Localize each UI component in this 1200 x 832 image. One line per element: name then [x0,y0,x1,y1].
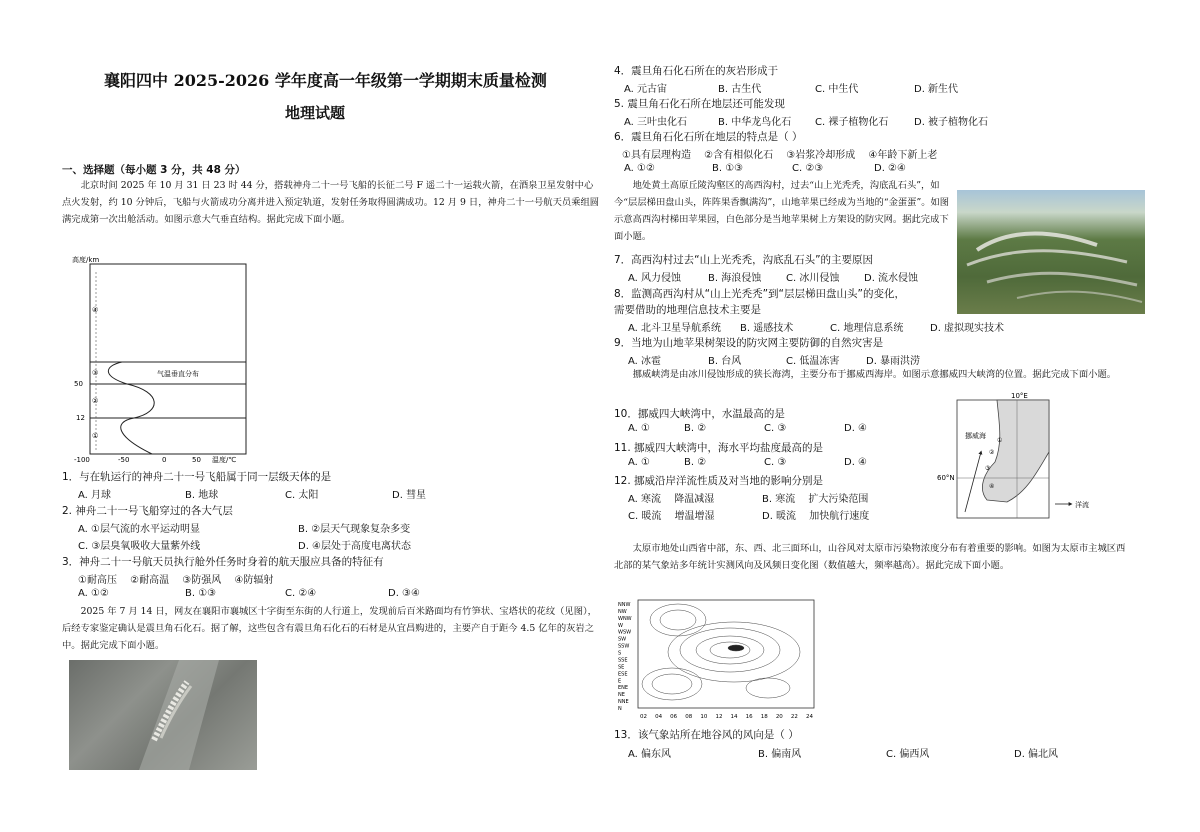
q12-options-row2 [612,507,932,521]
q12-option-d[interactable]: D. 暖流 加快航行速度 [762,511,870,522]
q4-option-a[interactable]: A. 元古宙 [624,84,668,95]
wind-ylabel-sse: SSE [618,657,628,664]
wind-xlabel-02: 02 [640,714,647,720]
q2-option-b[interactable]: B. ②层天气现象复杂多变 [298,524,411,535]
q8-options [612,319,1140,333]
q2-option-d[interactable]: D. ④层处于高度电离状态 [298,541,412,552]
q3-items: ①耐高压 ②耐高温 ③防强风 ④防辐射 [78,575,274,586]
q3-stem: 3．神舟二十一号航天员执行舱外任务时身着的航天服应具备的特征有 [62,556,384,568]
q4-options [612,80,1140,94]
sea-label: 挪威海 [965,432,986,440]
wind-xlabel-24: 24 [806,714,813,720]
q5-options [612,113,1140,127]
q5-option-b[interactable]: B. 中华龙鸟化石 [718,117,792,128]
q9-option-c[interactable]: C. 低温冻害 [786,356,840,367]
q10-option-d[interactable]: D. ④ [844,423,868,434]
q2-stem: 2. 神舟二十一号飞船穿过的各大气层 [62,505,233,517]
wind-xlabel-20: 20 [775,714,783,720]
wind-xlabel-22: 22 [790,714,798,720]
wind-x-labels [640,714,813,720]
q6-option-d[interactable]: D. ②④ [874,163,906,174]
q7-option-c[interactable]: C. 冰川侵蚀 [786,273,840,284]
q1-option-c[interactable]: C. 太阳 [285,490,319,501]
q7-option-b[interactable]: B. 海浪侵蚀 [708,273,762,284]
wind-xlabel-06: 06 [670,714,678,720]
q6-option-a[interactable]: A. ①② [624,163,655,174]
wind-xlabel-16: 16 [745,714,753,720]
q8-option-a[interactable]: A. 北斗卫星导航系统 [628,323,722,334]
wind-frequency-chart [618,598,818,722]
wind-ylabel-e: E [618,678,622,685]
q2-options-row1 [60,520,605,534]
q3-option-b[interactable]: B. ①③ [185,588,217,599]
q12-options-row1 [612,490,932,504]
q8-stem-line1: 8．监测高西沟村从“山上光秃秃”到“层层梯田盘山头”的变化， [614,288,905,300]
wind-ylabel-w: W [618,622,623,629]
fjord-2-label: ② [989,449,995,456]
xtick-50: 50 [192,456,201,464]
q9-option-a[interactable]: A. 冰雹 [628,356,662,367]
q3-option-c[interactable]: C. ②④ [285,588,317,599]
q4-stem: 4．震旦角石化石所在的灰岩形成于 [614,65,779,77]
xtick-0: 0 [162,456,167,464]
layer-4-label: ④ [92,306,99,314]
q1-options [60,486,605,500]
fjord-4-label: ④ [989,483,995,490]
q4-option-b[interactable]: B. 古生代 [718,84,762,95]
curve-label: 气温垂直分布 [157,370,199,378]
intro-paragraph-5: 太原市地处山西省中部，东、西、北三面环山，山谷风对太原市污染物浓度分布有着重要的影响。如图为太原市主城区西北部的某气象站多年统计实测风向及风频日变化图（数值越大，频率越高）。据此完成下面小题。 [614,543,1126,571]
q11-stem: 11. 挪威四大峡湾中，海水平均盐度最高的是 [614,442,824,454]
q13-option-c[interactable]: C. 偏西风 [886,749,930,760]
layer-2-label: ② [92,397,99,405]
wind-xlabel-18: 18 [760,714,768,720]
q1-stem: 1．与在轨运行的神舟二十一号飞船属于同一层级天体的是 [62,471,332,483]
q10-stem: 10．挪威四大峡湾中，水温最高的是 [614,408,785,420]
q10-option-b[interactable]: B. ② [684,423,707,434]
wind-ylabel-ese: ESE [618,671,628,678]
q1-option-d[interactable]: D. 彗星 [392,490,427,501]
fossil-photo [69,660,257,770]
intro-paragraph-3: 地处黄土高原丘陵沟壑区的高西沟村，过去“山上光秃秃，沟底乱石头”，如今“层层梯田盘山头，阵阵果香飘满沟”，山地苹果已经成为当地的“金蛋蛋”。如图示意高西沟村梯田苹果园，白色部分是当地苹果树上方架设的防灾网。据此完成下面小题。 [614,180,950,242]
q13-options [612,745,1140,759]
q13-option-b[interactable]: B. 偏南风 [758,749,802,760]
norway-fjords-map [937,392,1117,522]
q4-option-d[interactable]: D. 新生代 [914,84,959,95]
q8-option-b[interactable]: B. 遥感技术 [740,323,794,334]
q7-option-d[interactable]: D. 流水侵蚀 [864,273,919,284]
q9-option-d[interactable]: D. 暴雨洪涝 [866,356,921,367]
wind-ylabel-nw: NW [618,608,627,615]
q9-stem: 9．当地为山地苹果树架设的防灾网主要防御的自然灾害是 [614,337,884,349]
q5-option-c[interactable]: C. 裸子植物化石 [815,117,889,128]
wind-xlabel-10: 10 [700,714,708,720]
page-title: 襄阳四中 2025-2026 学年度高一年级第一学期期末质量检测 [104,71,547,90]
lon-label: 10°E [1011,392,1028,400]
q12-option-b[interactable]: B. 寒流 扩大污染范围 [762,494,869,505]
q11-options [612,457,932,471]
q8-option-c[interactable]: C. 地理信息系统 [830,323,904,334]
wind-ylabel-wsw: WSW [618,629,632,636]
wind-ylabel-nne: NNE [618,699,629,706]
q12-option-c[interactable]: C. 暖流 增温增湿 [628,511,715,522]
q3-options [60,588,605,602]
xtick-neg50: -50 [118,456,130,464]
section-heading: 一、选择题（每小题 3 分，共 48 分） [62,164,246,176]
wind-ylabel-ssw: SSW [618,643,630,650]
intro-paragraph-4: 挪威峡湾是由冰川侵蚀形成的狭长海湾，主要分布于挪威西海岸。如图示意挪威四大峡湾的位置。据此完成下面小题。 [632,369,1117,380]
q9-options [612,352,1140,366]
q11-option-b[interactable]: B. ② [684,457,707,468]
q1-option-a[interactable]: A. 月球 [78,490,112,501]
q6-option-c[interactable]: C. ②③ [792,163,824,174]
current-legend: 洋流 [1075,501,1089,509]
q10-option-c[interactable]: C. ③ [764,423,787,434]
q9-option-b[interactable]: B. 台风 [708,356,742,367]
fjord-1-label: ① [997,437,1003,444]
wind-xlabel-12: 12 [715,714,723,720]
wind-ylabel-wnw: WNW [618,615,632,622]
atmosphere-structure-chart [62,252,262,464]
q4-option-c[interactable]: C. 中生代 [815,84,859,95]
wind-y-labels [618,602,632,712]
q2-option-a[interactable]: A. ①层气流的水平运动明显 [78,524,200,535]
wind-xlabel-08: 08 [685,714,693,720]
intro-paragraph-2: 2025 年 7 月 14 日，网友在襄阳市襄城区十字街至东街的人行道上，发现前后百米路面均有竹笋状、宝塔状的花纹（见图），后经专家鉴定确认是震旦角石化石。据了解，这些包含有震旦角石化石的石材是从宜昌购进的，主要产自于距今 4.5 亿年的灰岩之中。据此完成下面小题。 [62,606,597,651]
q7-options [612,269,952,283]
q2-options-row2 [60,537,605,551]
q5-stem: 5. 震旦角石化石所在地层还可能发现 [614,98,785,110]
q6-options [612,163,1140,177]
wind-xlabel-14: 14 [730,714,738,720]
wind-ylabel-ne: NE [618,692,625,699]
wind-ylabel-n: N [618,706,622,712]
ytick-50: 50 [74,380,83,388]
fjord-3-label: ③ [985,465,991,472]
q7-stem: 7．高西沟村过去“山上光秃秃，沟底乱石头”的主要原因 [614,254,874,266]
q6-option-b[interactable]: B. ①③ [712,163,744,174]
wind-ylabel-se: SE [618,664,625,671]
q8-stem-line2: 需要借助的地理信息技术主要是 [614,304,761,316]
q11-option-a[interactable]: A. ① [628,457,650,468]
q5-option-d[interactable]: D. 被子植物化石 [914,117,989,128]
terraced-orchard-photo [957,190,1145,314]
q11-option-d[interactable]: D. ④ [844,457,868,468]
q12-option-a[interactable]: A. 寒流 降温减湿 [628,494,715,505]
q5-option-a[interactable]: A. 三叶虫化石 [624,117,688,128]
layer-3-label: ③ [92,369,99,377]
q3-option-a[interactable]: A. ①② [78,588,109,599]
wind-ylabel-nnw: NNW [618,602,631,608]
wind-ylabel-ene: ENE [618,685,629,692]
xtick-neg100: -100 [74,456,90,464]
q7-option-a[interactable]: A. 风力侵蚀 [628,273,682,284]
wind-ylabel-sw: SW [618,636,627,643]
wind-xlabel-04: 04 [655,714,663,720]
chart-xlabel: 温度/℃ [212,456,237,464]
q10-option-a[interactable]: A. ① [628,423,650,434]
q3-option-d[interactable]: D. ③④ [388,588,420,599]
q6-stem: 6．震旦角石化石所在地层的特点是（ ） [614,131,803,143]
q2-option-c[interactable]: C. ③层臭氧吸收大量紫外线 [78,541,201,552]
lat-label: 60°N [937,474,955,482]
q13-stem: 13．该气象站所在地谷风的风向是（ ） [614,729,799,741]
q10-options [612,423,932,437]
chart-ylabel: 高度/km [72,256,100,264]
q6-items: ①具有层理构造 ②含有相似化石 ③岩浆冷却形成 ④年龄下新上老 [622,150,938,161]
q13-option-d[interactable]: D. 偏北风 [1014,749,1059,760]
q1-option-b[interactable]: B. 地球 [185,490,219,501]
layer-1-label: ① [92,432,99,440]
page-subtitle: 地理试题 [285,104,346,122]
q12-stem: 12. 挪威沿岸洋流性质及对当地的影响分别是 [614,475,824,487]
ytick-12: 12 [76,414,85,422]
q8-option-d[interactable]: D. 虚拟现实技术 [930,323,1005,334]
intro-paragraph-1: 北京时间 2025 年 10 月 31 日 23 时 44 分，搭载神舟二十一号飞船的长征二号 F 遥二十一运载火箭，在酒泉卫星发射中心点火发射，约 10 分钟后，飞船与火箭成功分离并进入预定轨道，发射任务取得圆满成功。12 月 9 日，神舟二十一号航天员乘组圆满完成第一次出舱活动。如图示意大气垂直结构。据此完成下面小题。 [62,180,600,225]
q11-option-c[interactable]: C. ③ [764,457,787,468]
wind-ylabel-s: S [618,650,622,657]
q13-option-a[interactable]: A. 偏东风 [628,749,672,760]
